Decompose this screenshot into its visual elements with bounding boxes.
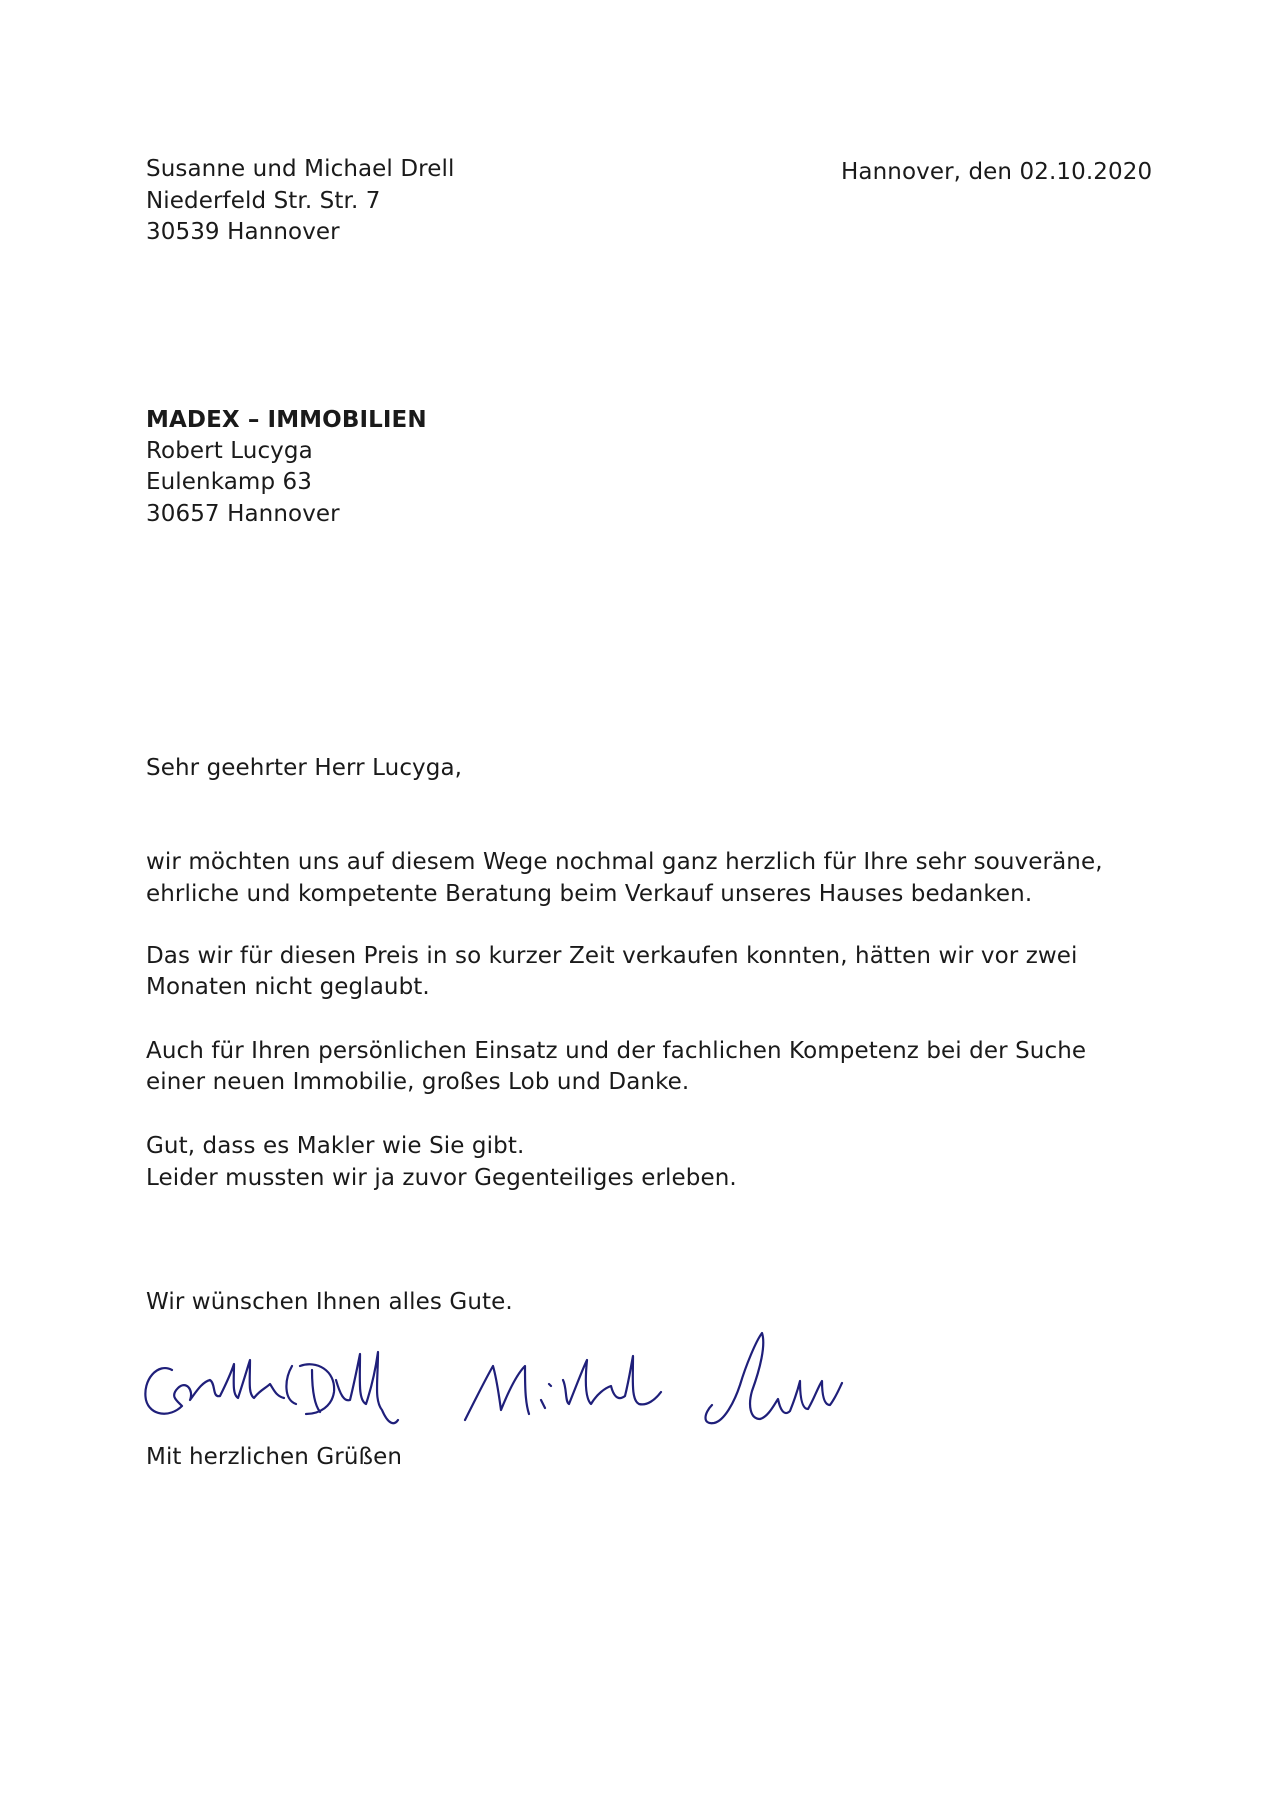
body-paragraph-3-line-2: einer neuen Immobilie, großes Lob und Danke. — [146, 1069, 690, 1095]
date-line: Hannover, den 02.10.2020 — [841, 159, 1153, 185]
sender-name: Susanne und Michael Drell — [146, 156, 455, 182]
signature-michael-drell — [455, 1340, 675, 1430]
body-paragraph-3-line-1: Auch für Ihren persönlichen Einsatz und der fachlichen Kompetenz bei der Suche — [146, 1038, 1087, 1064]
salutation: Sehr geehrter Herr Lucyga, — [146, 755, 463, 781]
body-paragraph-4-line-2: Leider mussten wir ja zuvor Gegenteiliges erleben. — [146, 1165, 737, 1191]
body-paragraph-4-line-1: Gut, dass es Makler wie Sie gibt. — [146, 1133, 525, 1159]
closing: Mit herzlichen Grüßen — [146, 1444, 403, 1470]
recipient-street: Eulenkamp 63 — [146, 469, 313, 495]
sender-city: 30539 Hannover — [146, 219, 340, 245]
recipient-company: MADEX – IMMOBILIEN — [146, 407, 427, 433]
closing-wish: Wir wünschen Ihnen alles Gute. — [146, 1289, 513, 1315]
signature-drell-initials — [690, 1325, 850, 1435]
body-paragraph-2-line-1: Das wir für diesen Preis in so kurzer Zeit verkaufen konnten, hätten wir vor zwei — [146, 943, 1078, 969]
body-paragraph-1-line-2: ehrliche und kompetente Beratung beim Verkauf unseres Hauses bedanken. — [146, 881, 1033, 907]
body-paragraph-2-line-2: Monaten nicht geglaubt. — [146, 974, 430, 1000]
recipient-person: Robert Lucyga — [146, 438, 313, 464]
signature-susanne-drell — [136, 1340, 436, 1440]
body-paragraph-1-line-1: wir möchten uns auf diesem Wege nochmal ganz herzlich für Ihre sehr souveräne, — [146, 849, 1103, 875]
recipient-city: 30657 Hannover — [146, 501, 340, 527]
sender-street: Niederfeld Str. Str. 7 — [146, 188, 381, 214]
